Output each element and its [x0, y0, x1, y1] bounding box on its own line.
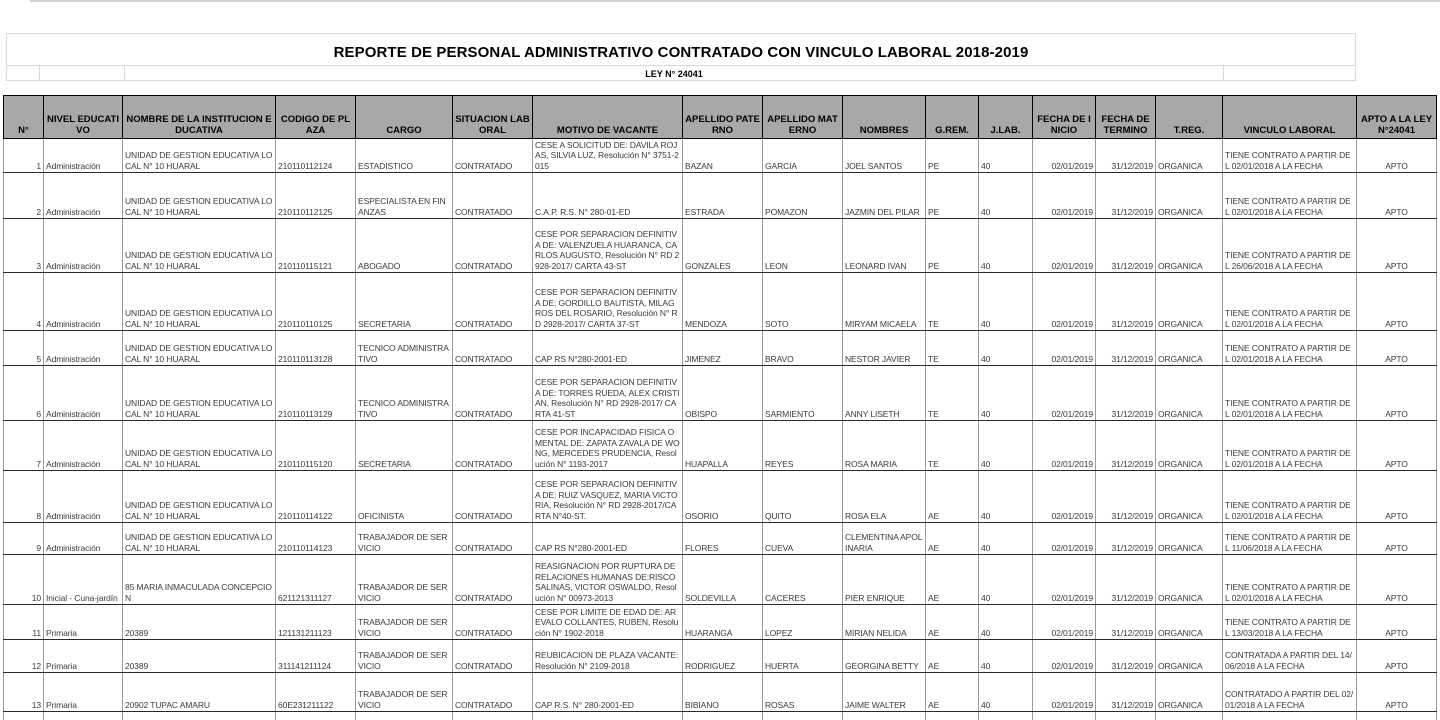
- cell-fecha-inicio: 02/01/2019: [1033, 366, 1096, 421]
- cell-nivel-educativo: Administración: [44, 331, 123, 366]
- cell-cargo: TRABAJADOR DE SERVICIO: [356, 673, 453, 712]
- cell-situacion-laboral: CONTRATADO: [453, 523, 533, 555]
- cell-codigo-plaza: 311141211124: [276, 640, 356, 673]
- cell-fecha-termino: 31/12/2019: [1096, 366, 1156, 421]
- cell-j-lab: 40: [979, 421, 1033, 471]
- cell-motivo-vacante: REUBICACION DE PLAZA VACANTE: Resolución N° 2109-2018: [533, 640, 683, 673]
- cell-nombres: JOEL SANTOS: [843, 139, 926, 173]
- cell-vinculo-laboral: TIENE CONTRATO A PARTIR DEL 13/03/2018 A LA FECHA: [1223, 605, 1357, 640]
- cell-t-reg: ORGANICA: [1156, 555, 1223, 605]
- cell-situacion-laboral: CONTRATADO: [453, 471, 533, 523]
- cell-apto-ley: APTO: [1357, 219, 1437, 273]
- cell-vinculo-laboral: TIENE CONTRATO A PARTIR DEL 02/01/2018 A LA FECHA: [1223, 555, 1357, 605]
- cell-motivo-vacante: CESE POR LIMITE DE EDAD DE: AREVALO COLLANTES, RUBEN, Resolución N° 1902-2018: [533, 605, 683, 640]
- cell-apto-ley: APTO: [1357, 139, 1437, 173]
- cell-apto-ley: APTO: [1357, 273, 1437, 331]
- column-header-motivo-vacante: MOTIVO DE VACANTE: [533, 96, 683, 139]
- cell-institucion: UNIDAD DE GESTION EDUCATIVA LOCAL N° 10 HUARAL: [123, 523, 276, 555]
- cell-num: 7: [4, 421, 44, 471]
- cell-motivo-vacante: CAP RS N°280-2001-ED: [533, 331, 683, 366]
- cell-institucion: 20902 TUPAC AMARU: [123, 673, 276, 712]
- cell-j-lab: 40: [979, 673, 1033, 712]
- cell-j-lab: [979, 712, 1033, 720]
- cell-apto-ley: [1357, 712, 1437, 720]
- cell-apto-ley: APTO: [1357, 366, 1437, 421]
- table-row: [4, 523, 1437, 555]
- cell-nivel-educativo: Administración: [44, 139, 123, 173]
- column-header-g-rem: G.REM.: [926, 96, 979, 139]
- cell-situacion-laboral: CONTRATADO: [453, 640, 533, 673]
- subtitle-empty-cell: [40, 66, 125, 81]
- cell-situacion-laboral: CONTRATADO: [453, 555, 533, 605]
- cell-codigo-plaza: 210110113129: [276, 366, 356, 421]
- cell-fecha-inicio: 02/01/2019: [1033, 605, 1096, 640]
- cell-nombres: ROSA ELA: [843, 471, 926, 523]
- cell-nivel-educativo: Administración: [44, 523, 123, 555]
- cell-codigo-plaza: 210110112125: [276, 173, 356, 219]
- cell-fecha-inicio: 02/01/2019: [1033, 173, 1096, 219]
- table-row: [4, 139, 1437, 173]
- cell-apellido-materno: LOPEZ: [763, 605, 843, 640]
- cell-institucion: [123, 712, 276, 720]
- cell-fecha-termino: 31/12/2019: [1096, 605, 1156, 640]
- cell-fecha-termino: 31/12/2019: [1096, 523, 1156, 555]
- cell-institucion: UNIDAD DE GESTION EDUCATIVA LOCAL N° 10 HUARAL: [123, 421, 276, 471]
- cell-j-lab: 40: [979, 640, 1033, 673]
- cell-num: 2: [4, 173, 44, 219]
- cell-j-lab: 40: [979, 523, 1033, 555]
- cell-apto-ley: APTO: [1357, 605, 1437, 640]
- table-header-row: [4, 96, 1437, 139]
- cell-institucion: UNIDAD DE GESTION EDUCATIVA LOCAL N° 10 HUARAL: [123, 273, 276, 331]
- cell-motivo-vacante: CESE POR SEPARACION DEFINITIVA DE: RUIZ VASQUEZ, MARIA VICTORIA, Resolución N° RD 2928-2017/CARTA N°40-ST.: [533, 471, 683, 523]
- cell-apellido-materno: GARCIA: [763, 139, 843, 173]
- cell-codigo-plaza: 210110112124: [276, 139, 356, 173]
- cell-apto-ley: APTO: [1357, 331, 1437, 366]
- subtitle-row: [6, 66, 1356, 81]
- cell-apellido-paterno: RODRIGUEZ: [683, 640, 763, 673]
- cell-codigo-plaza: 210110113128: [276, 331, 356, 366]
- cell-situacion-laboral: CONTRATADO: [453, 219, 533, 273]
- cell-t-reg: ORGANICA: [1156, 331, 1223, 366]
- cell-codigo-plaza: [276, 712, 356, 720]
- cell-apto-ley: APTO: [1357, 523, 1437, 555]
- cell-nivel-educativo: Primaria: [44, 605, 123, 640]
- column-header-num: N°: [4, 96, 44, 139]
- cell-apellido-materno: HUERTA: [763, 640, 843, 673]
- cell-apto-ley: APTO: [1357, 555, 1437, 605]
- column-header-situacion-laboral: SITUACION LABORAL: [453, 96, 533, 139]
- cell-nivel-educativo: Primaria: [44, 640, 123, 673]
- cell-situacion-laboral: CONTRATADO: [453, 421, 533, 471]
- cell-codigo-plaza: 210110115121: [276, 219, 356, 273]
- cell-fecha-inicio: 02/01/2019: [1033, 273, 1096, 331]
- cell-apellido-paterno: HUAPALLA: [683, 421, 763, 471]
- cell-nivel-educativo: Primaria: [44, 673, 123, 712]
- cell-apellido-materno: SARMIENTO: [763, 366, 843, 421]
- cell-institucion: UNIDAD DE GESTION EDUCATIVA LOCAL N° 10 HUARAL: [123, 173, 276, 219]
- cell-motivo-vacante: CESE POR SEPARACION DEFINITIVA DE: TORRES RUEDA, ALEX CRISTIAN, Resolución N° RD 2928-2017/ CARTA 41-ST: [533, 366, 683, 421]
- table-row: [4, 219, 1437, 273]
- cell-institucion: UNIDAD DE GESTION EDUCATIVA LOCAL N° 10 HUARAL: [123, 219, 276, 273]
- cell-vinculo-laboral: TIENE CONTRATO A PARTIR DEL 02/01/2018 A LA FECHA: [1223, 173, 1357, 219]
- cell-situacion-laboral: CONTRATADO: [453, 139, 533, 173]
- cell-vinculo-laboral: TIENE CONTRATO A PARTIR DEL 02/01/2018 A LA FECHA: [1223, 139, 1357, 173]
- column-header-nivel-educativo: NIVEL EDUCATIVO: [44, 96, 123, 139]
- subtitle-empty-cell: [1224, 66, 1356, 81]
- cell-fecha-inicio: 02/01/2019: [1033, 471, 1096, 523]
- cell-motivo-vacante: CESE POR SEPARACION DEFINITIVA DE: GORDILLO BAUTISTA, MILAGROS DEL ROSARIO, Resolución N° RD 2928-2017/ CARTA 37-ST: [533, 273, 683, 331]
- cell-t-reg: ORGANICA: [1156, 273, 1223, 331]
- table-row: [4, 640, 1437, 673]
- cell-nombres: GEORGINA BETTY: [843, 640, 926, 673]
- cell-motivo-vacante: CAP RS N°280-2001-ED: [533, 523, 683, 555]
- cell-num: 3: [4, 219, 44, 273]
- cell-num: 11: [4, 605, 44, 640]
- cell-nombres: ANNY LISETH: [843, 366, 926, 421]
- cell-apellido-paterno: OBISPO: [683, 366, 763, 421]
- cell-nivel-educativo: Administración: [44, 219, 123, 273]
- cell-nivel-educativo: [44, 712, 123, 720]
- cell-fecha-termino: 31/12/2019: [1096, 219, 1156, 273]
- cell-apellido-paterno: FLORES: [683, 523, 763, 555]
- cell-fecha-termino: 31/12/2019: [1096, 139, 1156, 173]
- cell-codigo-plaza: 60E231211122: [276, 673, 356, 712]
- cell-situacion-laboral: CONTRATADO: [453, 331, 533, 366]
- cell-nombres: MIRYAM MICAELA: [843, 273, 926, 331]
- cell-j-lab: 40: [979, 273, 1033, 331]
- column-header-fecha-termino: FECHA DE TERMINO: [1096, 96, 1156, 139]
- cell-fecha-inicio: 02/01/2019: [1033, 421, 1096, 471]
- cell-apellido-materno: POMAZON: [763, 173, 843, 219]
- cell-g-rem: [926, 712, 979, 720]
- cell-vinculo-laboral: TIENE CONTRATO A PARTIR DEL 26/06/2018 A LA FECHA: [1223, 219, 1357, 273]
- cell-g-rem: PE: [926, 219, 979, 273]
- cell-j-lab: 40: [979, 555, 1033, 605]
- cell-institucion: UNIDAD DE GESTION EDUCATIVA LOCAL N° 10 HUARAL: [123, 471, 276, 523]
- cell-apto-ley: APTO: [1357, 421, 1437, 471]
- cell-fecha-termino: 31/12/2019: [1096, 640, 1156, 673]
- cell-situacion-laboral: [453, 712, 533, 720]
- cell-fecha-inicio: 02/01/2019: [1033, 640, 1096, 673]
- personnel-table: [3, 95, 1437, 720]
- column-header-apellido-materno: APELLIDO MATERNO: [763, 96, 843, 139]
- cell-g-rem: AE: [926, 471, 979, 523]
- cell-situacion-laboral: CONTRATADO: [453, 173, 533, 219]
- cell-fecha-termino: 31/12/2019: [1096, 173, 1156, 219]
- cell-t-reg: ORGANICA: [1156, 673, 1223, 712]
- column-header-fecha-inicio: FECHA DE INICIO: [1033, 96, 1096, 139]
- report-subtitle: LEY N° 24041: [125, 66, 1224, 81]
- cell-cargo: [356, 712, 453, 720]
- cell-cargo: TECNICO ADMINISTRATIVO: [356, 331, 453, 366]
- cell-fecha-termino: 31/12/2019: [1096, 673, 1156, 712]
- cell-fecha-inicio: 02/01/2019: [1033, 555, 1096, 605]
- cell-codigo-plaza: 121131211123: [276, 605, 356, 640]
- cell-nombres: [843, 712, 926, 720]
- cell-num: 8: [4, 471, 44, 523]
- cell-fecha-termino: 31/12/2019: [1096, 273, 1156, 331]
- cell-apellido-materno: ROSAS: [763, 673, 843, 712]
- cell-institucion: 20389: [123, 605, 276, 640]
- cell-institucion: UNIDAD DE GESTION EDUCATIVA LOCAL N° 10 HUARAL: [123, 366, 276, 421]
- cell-cargo: TRABAJADOR DE SERVICIO: [356, 605, 453, 640]
- subtitle-empty-cell: [6, 66, 40, 81]
- cell-institucion: UNIDAD DE GESTION EDUCATIVA LOCAL N° 10 HUARAL: [123, 331, 276, 366]
- cell-apellido-materno: CACERES: [763, 555, 843, 605]
- cell-codigo-plaza: 621121311127: [276, 555, 356, 605]
- cell-t-reg: ORGANICA: [1156, 605, 1223, 640]
- column-header-nombres: NOMBRES: [843, 96, 926, 139]
- cell-fecha-inicio: 02/01/2019: [1033, 523, 1096, 555]
- cell-fecha-inicio: [1033, 712, 1096, 720]
- cell-num: 6: [4, 366, 44, 421]
- cell-apellido-paterno: SOLDEVILLA: [683, 555, 763, 605]
- cell-apellido-paterno: GONZALES: [683, 219, 763, 273]
- cell-motivo-vacante: CAP R.S. N° 280-2001-ED: [533, 673, 683, 712]
- cell-nombres: JAIME WALTER: [843, 673, 926, 712]
- cell-t-reg: ORGANICA: [1156, 471, 1223, 523]
- cell-apellido-paterno: ESTRADA: [683, 173, 763, 219]
- cell-motivo-vacante: CESE POR INCAPACIDAD FISICA O MENTAL DE: ZAPATA ZAVALA DE WONG, MERCEDES PRUDENCIA, Resolución N° 1193-2017: [533, 421, 683, 471]
- cell-vinculo-laboral: CONTRATADA A PARTIR DEL 14/06/2018 A LA FECHA: [1223, 640, 1357, 673]
- cell-vinculo-laboral: TIENE CONTRATO A PARTIR DEL 11/06/2018 A LA FECHA: [1223, 523, 1357, 555]
- cell-num: [4, 712, 44, 720]
- cell-apellido-materno: LEON: [763, 219, 843, 273]
- cell-vinculo-laboral: [1223, 712, 1357, 720]
- cell-g-rem: TE: [926, 366, 979, 421]
- cell-situacion-laboral: CONTRATADO: [453, 273, 533, 331]
- table-row: [4, 273, 1437, 331]
- cell-cargo: TRABAJADOR DE SERVICIO: [356, 640, 453, 673]
- cell-nivel-educativo: Administración: [44, 471, 123, 523]
- cell-num: 10: [4, 555, 44, 605]
- cell-j-lab: 40: [979, 605, 1033, 640]
- cell-nivel-educativo: Administración: [44, 421, 123, 471]
- cell-j-lab: 40: [979, 366, 1033, 421]
- table-body: [4, 139, 1437, 720]
- cell-institucion: UNIDAD DE GESTION EDUCATIVA LOCAL N° 10 HUARAL: [123, 139, 276, 173]
- cell-vinculo-laboral: TIENE CONTRATO A PARTIR DEL 02/01/2018 A LA FECHA: [1223, 421, 1357, 471]
- table-row: [4, 421, 1437, 471]
- cell-cargo: TRABAJADOR DE SERVICIO: [356, 555, 453, 605]
- table-row: [4, 555, 1437, 605]
- cell-institucion: 85 MARIA INMACULADA CONCEPCION: [123, 555, 276, 605]
- cell-g-rem: TE: [926, 331, 979, 366]
- cell-g-rem: PE: [926, 173, 979, 219]
- cell-motivo-vacante: REASIGNACION POR RUPTURA DE RELACIONES HUMANAS DE:RISCO SALINAS, VICTOR OSWALDO, Resolución N° 00973-2013: [533, 555, 683, 605]
- cell-codigo-plaza: 210110114122: [276, 471, 356, 523]
- cell-cargo: SECRETARIA: [356, 273, 453, 331]
- cell-cargo: ESPECIALISTA EN FINANZAS: [356, 173, 453, 219]
- cell-fecha-inicio: 02/01/2019: [1033, 139, 1096, 173]
- cell-motivo-vacante: C.A.P. R.S. N° 280-01-ED: [533, 173, 683, 219]
- cell-nombres: LEONARD IVAN: [843, 219, 926, 273]
- cell-t-reg: ORGANICA: [1156, 523, 1223, 555]
- cell-t-reg: ORGANICA: [1156, 640, 1223, 673]
- cell-num: 5: [4, 331, 44, 366]
- cell-j-lab: 40: [979, 331, 1033, 366]
- cell-vinculo-laboral: TIENE CONTRATO A PARTIR DEL 02/01/2018 A LA FECHA: [1223, 471, 1357, 523]
- cell-codigo-plaza: 210110110125: [276, 273, 356, 331]
- cell-apellido-materno: BRAVO: [763, 331, 843, 366]
- cell-nombres: CLEMENTINA APOLINARIA: [843, 523, 926, 555]
- cell-g-rem: TE: [926, 421, 979, 471]
- cell-nombres: PIER ENRIQUE: [843, 555, 926, 605]
- cell-apellido-materno: QUITO: [763, 471, 843, 523]
- cell-nombres: ROSA MARIA: [843, 421, 926, 471]
- cell-motivo-vacante: [533, 712, 683, 720]
- cell-t-reg: ORGANICA: [1156, 219, 1223, 273]
- column-header-apellido-paterno: APELLIDO PATERNO: [683, 96, 763, 139]
- cell-num: 1: [4, 139, 44, 173]
- cell-apellido-materno: REYES: [763, 421, 843, 471]
- title-box: [6, 33, 1356, 66]
- cell-codigo-plaza: 210110114123: [276, 523, 356, 555]
- cell-motivo-vacante: CESE POR SEPARACION DEFINITIVA DE: VALENZUELA HUARANCA, CARLOS AUGUSTO, Resolución N° RD 2928-2017/ CARTA 43-ST: [533, 219, 683, 273]
- cell-j-lab: 40: [979, 219, 1033, 273]
- cell-nombres: JAZMIN DEL PILAR: [843, 173, 926, 219]
- cell-cargo: SECRETARIA: [356, 421, 453, 471]
- cell-fecha-inicio: 02/01/2019: [1033, 219, 1096, 273]
- cell-vinculo-laboral: TIENE CONTRATO A PARTIR DEL 02/01/2018 A LA FECHA: [1223, 366, 1357, 421]
- cell-g-rem: PE: [926, 139, 979, 173]
- cell-fecha-termino: [1096, 712, 1156, 720]
- column-header-apto-ley: APTO A LA LEY N°24041: [1357, 96, 1437, 139]
- cell-apto-ley: APTO: [1357, 471, 1437, 523]
- cell-g-rem: AE: [926, 605, 979, 640]
- cell-nivel-educativo: Administración: [44, 273, 123, 331]
- cell-g-rem: AE: [926, 555, 979, 605]
- column-header-institucion: NOMBRE DE LA INSTITUCION EDUCATIVA: [123, 96, 276, 139]
- table-row: [4, 471, 1437, 523]
- cell-nivel-educativo: Inicial - Cuna-jardín: [44, 555, 123, 605]
- report-title: REPORTE DE PERSONAL ADMINISTRATIVO CONTRATADO CON VINCULO LABORAL 2018-2019: [333, 44, 1029, 61]
- cell-num: 13: [4, 673, 44, 712]
- table-row: [4, 173, 1437, 219]
- cell-t-reg: ORGANICA: [1156, 173, 1223, 219]
- table-row: [4, 605, 1437, 640]
- cell-situacion-laboral: CONTRATADO: [453, 366, 533, 421]
- cell-apellido-materno: CUEVA: [763, 523, 843, 555]
- cell-institucion: 20389: [123, 640, 276, 673]
- cell-apellido-paterno: JIMENEZ: [683, 331, 763, 366]
- cell-fecha-termino: 31/12/2019: [1096, 555, 1156, 605]
- cell-t-reg: ORGANICA: [1156, 421, 1223, 471]
- cell-motivo-vacante: CESE A SOLICITUD DE: DAVILA ROJAS, SILVIA LUZ, Resolución N° 3751-2015: [533, 139, 683, 173]
- cell-nombres: NESTOR JAVIER: [843, 331, 926, 366]
- cell-g-rem: AE: [926, 523, 979, 555]
- cell-g-rem: AE: [926, 673, 979, 712]
- cell-apellido-paterno: BAZAN: [683, 139, 763, 173]
- cell-situacion-laboral: CONTRATADO: [453, 673, 533, 712]
- cell-fecha-inicio: 02/01/2019: [1033, 673, 1096, 712]
- table-row: [4, 673, 1437, 712]
- cell-apellido-paterno: MENDOZA: [683, 273, 763, 331]
- cell-apellido-paterno: HUARANGA: [683, 605, 763, 640]
- column-header-j-lab: J.LAB.: [979, 96, 1033, 139]
- cell-cargo: ABOGADO: [356, 219, 453, 273]
- cell-t-reg: ORGANICA: [1156, 366, 1223, 421]
- cell-apto-ley: APTO: [1357, 173, 1437, 219]
- cell-j-lab: 40: [979, 471, 1033, 523]
- cell-situacion-laboral: CONTRATADO: [453, 605, 533, 640]
- cell-apellido-paterno: OSORIO: [683, 471, 763, 523]
- cell-apto-ley: APTO: [1357, 673, 1437, 712]
- cell-vinculo-laboral: TIENE CONTRATO A PARTIR DEL 02/01/2018 A LA FECHA: [1223, 331, 1357, 366]
- table-row: [4, 366, 1437, 421]
- cell-apellido-materno: SOTO: [763, 273, 843, 331]
- cell-nivel-educativo: Administración: [44, 366, 123, 421]
- cell-nivel-educativo: Administración: [44, 173, 123, 219]
- cell-fecha-termino: 31/12/2019: [1096, 421, 1156, 471]
- cell-t-reg: ORGANICA: [1156, 139, 1223, 173]
- cell-vinculo-laboral: CONTRATADO A PARTIR DEL 02/01/2018 A LA FECHA: [1223, 673, 1357, 712]
- table-row-partial: [4, 712, 1437, 720]
- cell-fecha-inicio: 02/01/2019: [1033, 331, 1096, 366]
- cell-g-rem: AE: [926, 640, 979, 673]
- top-divider: [30, 0, 1440, 2]
- cell-cargo: TECNICO ADMINISTRATIVO: [356, 366, 453, 421]
- column-header-cargo: CARGO: [356, 96, 453, 139]
- cell-j-lab: 40: [979, 173, 1033, 219]
- cell-fecha-termino: 31/12/2019: [1096, 471, 1156, 523]
- cell-apellido-paterno: [683, 712, 763, 720]
- column-header-t-reg: T.REG.: [1156, 96, 1223, 139]
- cell-cargo: TRABAJADOR DE SERVICIO: [356, 523, 453, 555]
- cell-num: 4: [4, 273, 44, 331]
- cell-num: 12: [4, 640, 44, 673]
- cell-fecha-termino: 31/12/2019: [1096, 331, 1156, 366]
- cell-g-rem: TE: [926, 273, 979, 331]
- cell-num: 9: [4, 523, 44, 555]
- cell-t-reg: [1156, 712, 1223, 720]
- cell-j-lab: 40: [979, 139, 1033, 173]
- cell-cargo: OFICINISTA: [356, 471, 453, 523]
- column-header-vinculo-laboral: VINCULO LABORAL: [1223, 96, 1357, 139]
- table-row: [4, 331, 1437, 366]
- cell-cargo: ESTADISTICO: [356, 139, 453, 173]
- cell-codigo-plaza: 210110115120: [276, 421, 356, 471]
- column-header-codigo-plaza: CODIGO DE PLAZA: [276, 96, 356, 139]
- cell-apellido-paterno: BIBIANO: [683, 673, 763, 712]
- cell-apto-ley: APTO: [1357, 640, 1437, 673]
- cell-nombres: MIRIAN NELIDA: [843, 605, 926, 640]
- cell-apellido-materno: [763, 712, 843, 720]
- cell-vinculo-laboral: TIENE CONTRATO A PARTIR DEL 02/01/2018 A LA FECHA: [1223, 273, 1357, 331]
